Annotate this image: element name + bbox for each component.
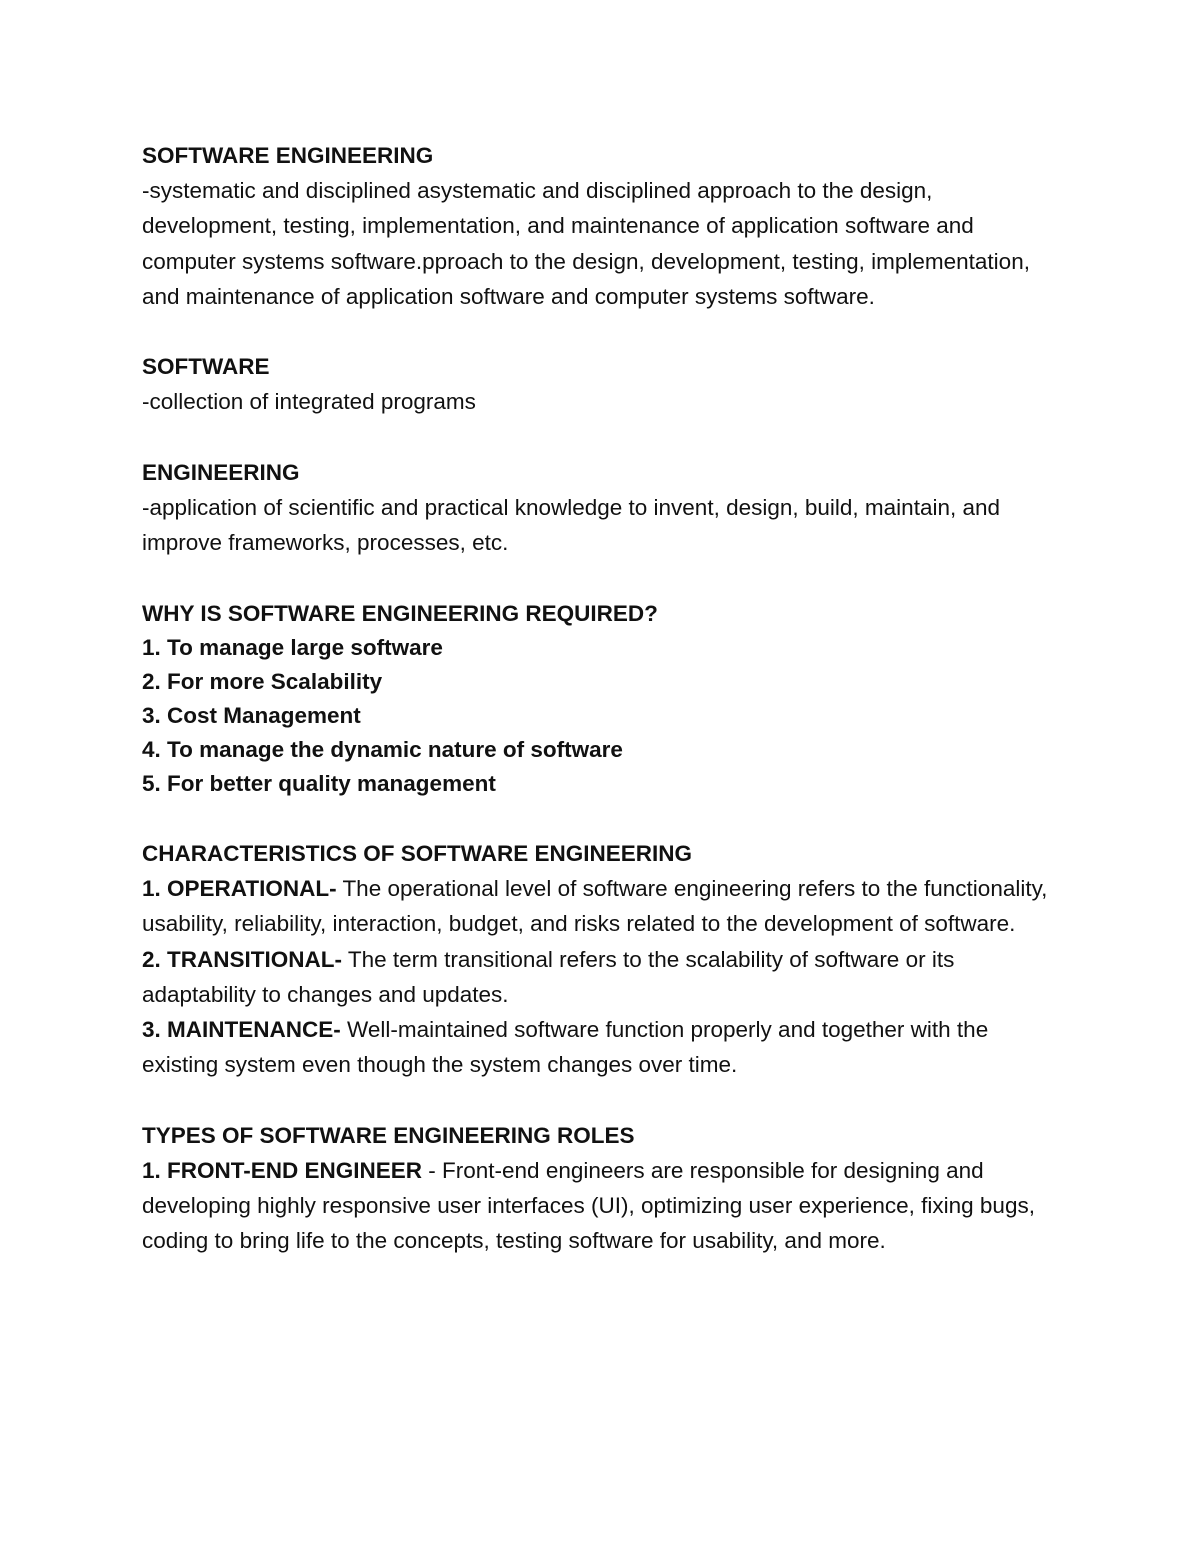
item-text: Well-maintained software function properly and together with the existing system even though the system changes over time.	[142, 1017, 989, 1078]
list-item: 1. To manage large software	[142, 634, 443, 660]
list-item	[142, 1012, 1062, 1082]
item-text: The term transitional refers to the scalability of software or its adaptability to changes and updates.	[142, 946, 955, 1007]
item-label: 2. TRANSITIONAL-	[142, 946, 342, 972]
section-heading: WHY IS SOFTWARE ENGINEERING REQUIRED?	[142, 600, 658, 626]
section-software	[142, 349, 1062, 419]
section-why-required	[142, 596, 1062, 801]
list-item: 5. For better quality management	[142, 770, 496, 796]
item-label: 3. MAINTENANCE-	[142, 1017, 341, 1042]
section-software-engineering	[142, 138, 1062, 314]
section-body: -systematic and disciplined asystematic and disciplined approach to the design, development, testing, implementation, and maintenance of application software and computer systems software.pproach to the design, development, testing, implementation, and maintenance of application software and computer systems software.	[142, 178, 1030, 309]
list-item	[142, 942, 1062, 1012]
section-engineering	[142, 455, 1062, 561]
list-item: 3. Cost Management	[142, 702, 361, 728]
section-roles	[142, 1118, 1062, 1259]
list-item: 4. To manage the dynamic nature of software	[142, 736, 623, 762]
document-page	[142, 138, 1062, 1258]
section-heading: CHARACTERISTICS OF SOFTWARE ENGINEERING	[142, 840, 693, 866]
section-heading: TYPES OF SOFTWARE ENGINEERING ROLES	[142, 1122, 635, 1148]
section-body: -application of scientific and practical knowledge to invent, design, build, maintain, and improve frameworks, processes, etc.	[142, 495, 1001, 556]
section-body: -collection of integrated programs	[142, 389, 476, 415]
section-heading: SOFTWARE	[142, 354, 270, 380]
item-text: The operational level of software engineering refers to the functionality, usability, reliability, interaction, budget, and risks related to the development of software.	[142, 876, 1048, 937]
section-heading: ENGINEERING	[142, 459, 300, 485]
section-characteristics	[142, 836, 1062, 1082]
list-item	[142, 1153, 1062, 1259]
item-label: 1. FRONT-END ENGINEER	[142, 1157, 423, 1183]
item-label: 1. OPERATIONAL-	[142, 876, 337, 902]
section-heading: SOFTWARE ENGINEERING	[142, 143, 434, 168]
list-item: 2. For more Scalability	[142, 668, 383, 694]
list-item	[142, 871, 1062, 941]
item-text: - Front-end engineers are responsible for designing and developing highly responsive user interfaces (UI), optimizing user experience, fixing bugs, coding to bring life to the concepts, testing software for usability, and more.	[142, 1157, 1035, 1254]
